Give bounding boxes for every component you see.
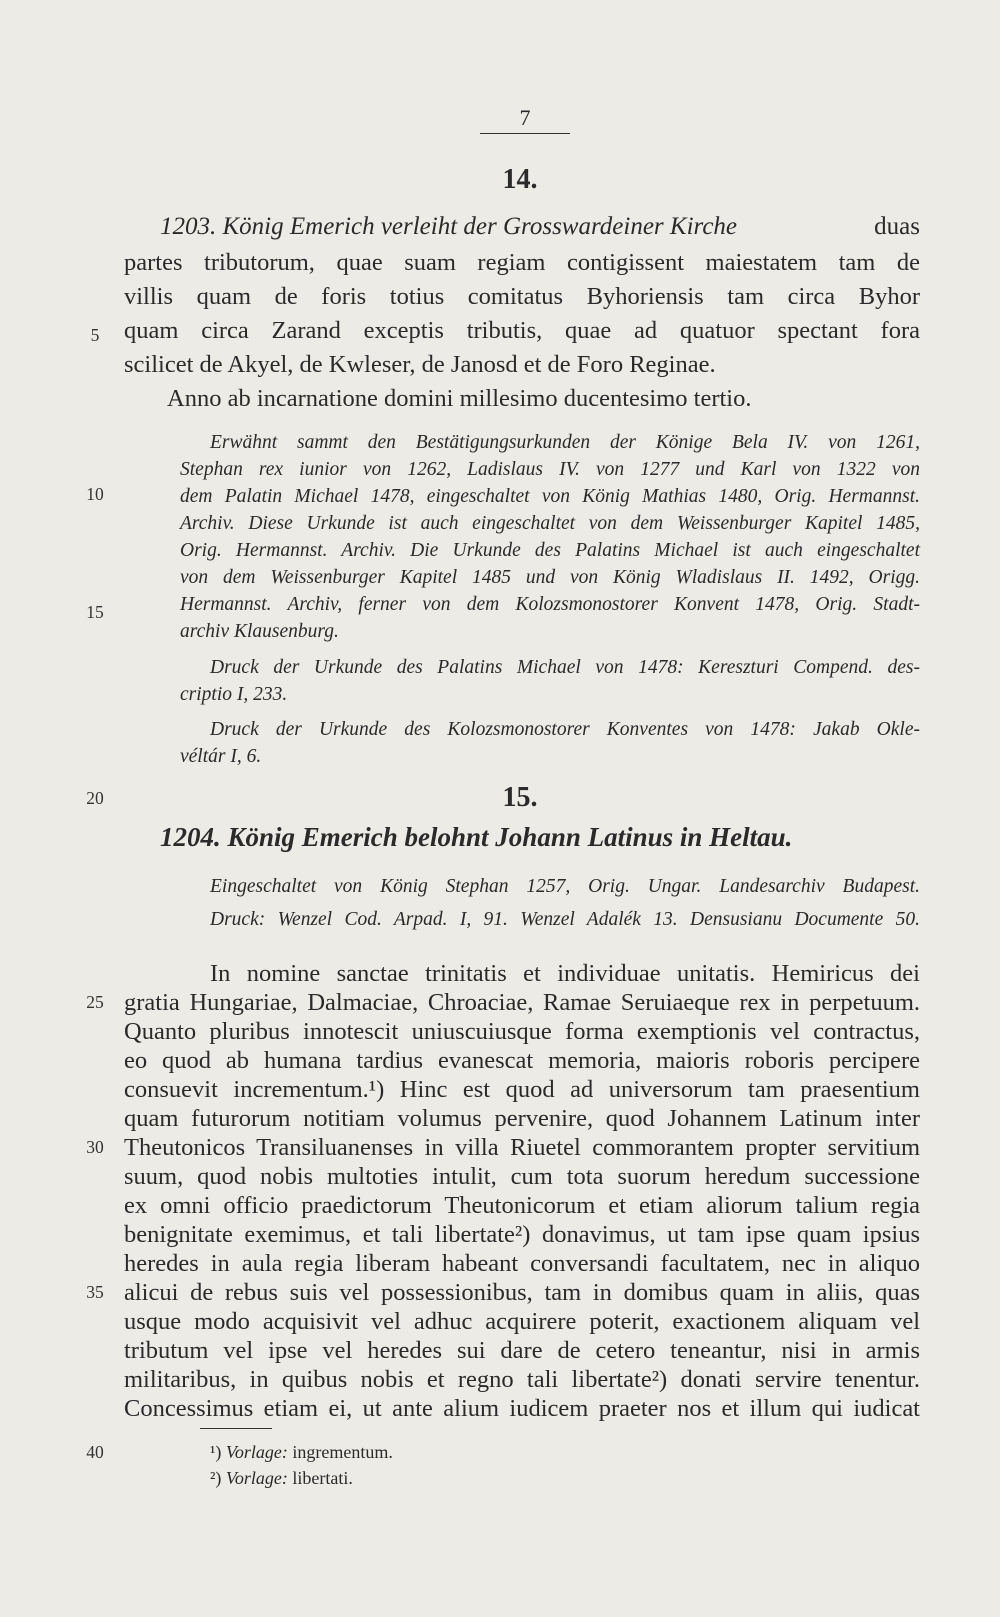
line-number: 30 <box>86 1137 104 1157</box>
entry-14-heading-rest: duas <box>874 213 920 240</box>
line-number: 15 <box>86 602 104 622</box>
line-number: 35 <box>86 1282 104 1302</box>
entry-15-text-line: eo quod ab humana tardius evanescat memoria, maioris roboris percipere <box>124 1047 920 1074</box>
page-number-rule <box>480 133 570 134</box>
line-number: 10 <box>86 484 104 504</box>
entry-14-note-line: Erwähnt sammt den Bestätigungsurkunden der Könige Bela IV. von 1261, <box>210 432 920 453</box>
entry-15-text-line: tributum vel ipse vel heredes sui dare de cetero teneantur, nisi in armis <box>124 1337 920 1364</box>
entry-14-note-line: Orig. Hermannst. Archiv. Die Urkunde des Palatins Michael ist auch eingeschaltet <box>180 540 920 561</box>
line-number: 20 <box>86 788 104 808</box>
entry-15-text-line: ex omni officio praedictorum Theutonicorum et etiam aliorum talium regia <box>124 1192 920 1219</box>
entry-15-note-line: Druck: Wenzel Cod. Arpad. I, 91. Wenzel Adalék 13. Densusianu Documente 50. <box>210 909 920 930</box>
entry-14-regest: König Emerich verleiht der Grosswardeiner Kirche <box>222 213 738 240</box>
footnote <box>210 1468 353 1489</box>
entry-14-number: 14. <box>502 164 538 195</box>
entry-14-note-line: Druck der Urkunde des Kolozsmonostorer Konventes von 1478: Jakab Okle- <box>210 719 920 740</box>
entry-15-text-line: militaribus, in quibus nobis et regno tali libertate²) donati servire tenentur. <box>124 1366 920 1393</box>
line-number: 40 <box>86 1442 104 1462</box>
footnote-mark: ¹) <box>210 1442 222 1462</box>
entry-15-text-line: alicui de rebus suis vel possessionibus, tam in domibus quam in aliis, quas <box>124 1279 920 1306</box>
entry-14-note-line: von dem Weissenburger Kapitel 1485 und von König Wladislaus II. 1492, Origg. <box>180 567 920 588</box>
entry-15-text-line: quam futurorum notitiam volumus pervenire, quod Johannem Latinum inter <box>124 1105 920 1132</box>
entry-15-note-line: Eingeschaltet von König Stephan 1257, Orig. Ungar. Landesarchiv Budapest. <box>210 876 920 897</box>
entry-14-text-line: quam circa Zarand exceptis tributis, quae ad quatuor spectant fora <box>124 317 920 344</box>
entry-14-note-line: criptio I, 233. <box>180 684 288 705</box>
entry-14-note-line: Stephan rex iunior von 1262, Ladislaus IV. von 1277 und Karl von 1322 von <box>180 459 920 480</box>
entry-15-text-line: benignitate exemimus, et tali libertate²) donavimus, ut tam ipse quam ipsius <box>124 1221 920 1248</box>
footnote-rule <box>200 1428 272 1429</box>
entry-14-text-line: scilicet de Akyel, de Kwleser, de Janosd et de Foro Reginae. <box>124 351 716 378</box>
footnote-label: Vorlage: <box>225 1468 288 1488</box>
entry-14-note-line: Archiv. Diese Urkunde ist auch eingeschaltet von dem Weissenburger Kapitel 1485, <box>180 513 920 534</box>
entry-15-heading: 1204. König Emerich belohnt Johann Latinus in Heltau. <box>160 822 793 852</box>
entry-15-text-line: heredes in aula regia liberam habeant conversandi facultatem, nec in aliquo <box>124 1250 920 1277</box>
line-number: 5 <box>90 325 100 345</box>
entry-14-note-line: Druck der Urkunde des Palatins Michael von 1478: Kereszturi Compend. des- <box>210 657 920 678</box>
footnote-label: Vorlage: <box>225 1442 288 1462</box>
entry-15-text-line: usque modo acquisivit vel adhuc acquirere poterit, exactionem aliquam vel <box>124 1308 920 1335</box>
footnote-text: libertati. <box>292 1468 353 1488</box>
footnote-text: ingrementum. <box>292 1442 393 1462</box>
entry-14-text-line: Anno ab incarnatione domini millesimo ducentesimo tertio. <box>167 385 752 412</box>
entry-14-note-line: archiv Klausenburg. <box>180 621 339 642</box>
page-number: 7 <box>519 105 531 130</box>
entry-15-text-line: Quanto pluribus innotescit uniuscuiusque forma exemptionis vel contractus, <box>124 1018 920 1045</box>
entry-15-text-line: Theutonicos Transiluanenses in villa Riuetel commorantem propter servitium <box>124 1134 920 1161</box>
entry-14-note-line: Hermannst. Archiv, ferner von dem Kolozsmonostorer Konvent 1478, Orig. Stadt- <box>180 594 920 615</box>
entry-15-number: 15. <box>502 782 538 813</box>
entry-14-text-line: villis quam de foris totius comitatus Byhoriensis tam circa Byhor <box>124 283 920 310</box>
entry-15-text-line: consuevit incrementum.¹) Hinc est quod ad universorum tam praesentium <box>124 1076 920 1103</box>
footnote <box>210 1442 393 1463</box>
entry-14-note-line: dem Palatin Michael 1478, eingeschaltet von König Mathias 1480, Orig. Hermannst. <box>180 486 920 507</box>
entry-14-date: 1203. <box>160 213 217 240</box>
entry-15-text-line: Concessimus etiam ei, ut ante alium iudicem praeter nos et illum qui iudicat <box>124 1395 920 1422</box>
entry-15-text-line: suum, quod nobis multoties intulit, cum tota suorum heredum successione <box>124 1163 920 1190</box>
entry-15-text-line: gratia Hungariae, Dalmaciae, Chroaciae, Ramae Seruiaeque rex in perpetuum. <box>124 989 920 1016</box>
entry-14-heading <box>160 213 920 241</box>
footnote-mark: ²) <box>210 1468 222 1488</box>
line-number: 25 <box>86 992 104 1012</box>
entry-15-text-line: In nomine sanctae trinitatis et individuae unitatis. Hemiricus dei <box>210 960 920 987</box>
entry-14-note-line: véltár I, 6. <box>180 746 262 767</box>
entry-14-text-line: partes tributorum, quae suam regiam contigissent maiestatem tam de <box>124 249 920 276</box>
